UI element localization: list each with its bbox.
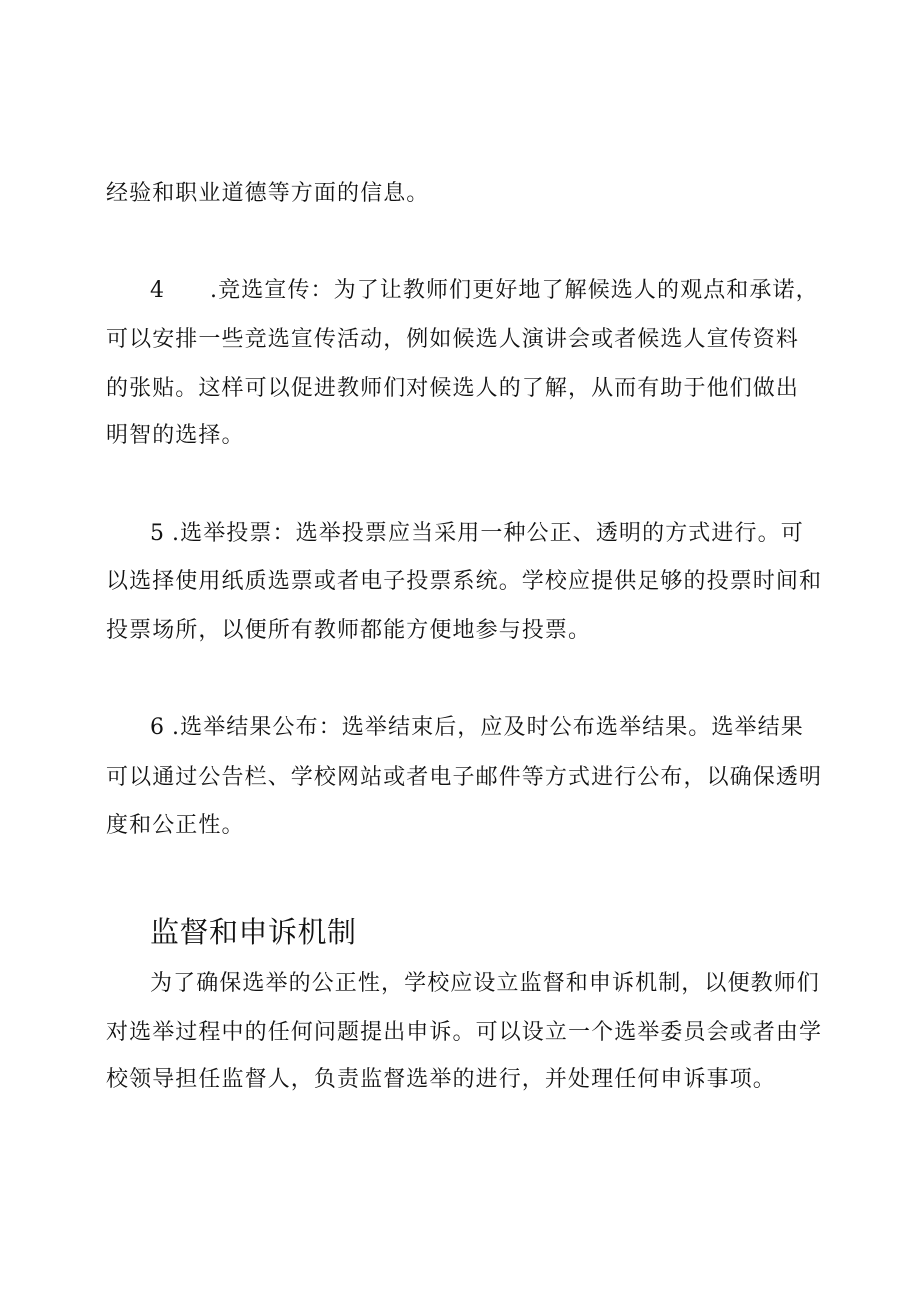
item5-line-2: 以选择使用纸质选票或者电子投票系统。学校应提供足够的投票时间和	[106, 569, 823, 594]
item6-first-line	[150, 712, 820, 744]
item5-number: 5	[150, 521, 166, 546]
item4-first-line	[150, 275, 820, 307]
item4-line-3: 的张贴。这样可以促进教师们对候选人的了解，从而有助于他们做出	[106, 376, 800, 401]
item5-line-1: .选举投票：选举投票应当采用一种公正、透明的方式进行。可	[172, 521, 804, 546]
intro-line: 经验和职业道德等方面的信息。	[106, 181, 430, 206]
item4-line-2: 可以安排一些竞选宣传活动，例如候选人演讲会或者候选人宣传资料	[106, 327, 800, 352]
section-line-1: 为了确保选举的公正性，学校应设立监督和申诉机制，以便教师们	[150, 971, 820, 996]
item5-line-3: 投票场所，以便所有教师都能方便地参与投票。	[106, 618, 592, 643]
item4-line-4: 明智的选择。	[106, 423, 245, 448]
item4-number: 4	[150, 278, 166, 303]
item6-number: 6	[150, 715, 166, 740]
section-line-3: 校领导担任监督人，负责监督选举的进行，并处理任何申诉事项。	[106, 1067, 776, 1092]
item6-line-1: .选举结果公布：选举结束后，应及时公布选举结果。选举结果	[172, 715, 804, 740]
item6-line-2: 可以通过公告栏、学校网站或者电子邮件等方式进行公布，以确保透明	[106, 765, 823, 790]
section-heading: 监督和申诉机制	[150, 915, 357, 949]
item5-first-line	[150, 518, 820, 550]
item4-line-1: .竞选宣传：为了让教师们更好地了解候选人的观点和承诺，	[210, 278, 819, 303]
section-line-2: 对选举过程中的任何问题提出申诉。可以设立一个选举委员会或者由学	[106, 1020, 823, 1045]
item6-line-3: 度和公正性。	[106, 813, 245, 838]
